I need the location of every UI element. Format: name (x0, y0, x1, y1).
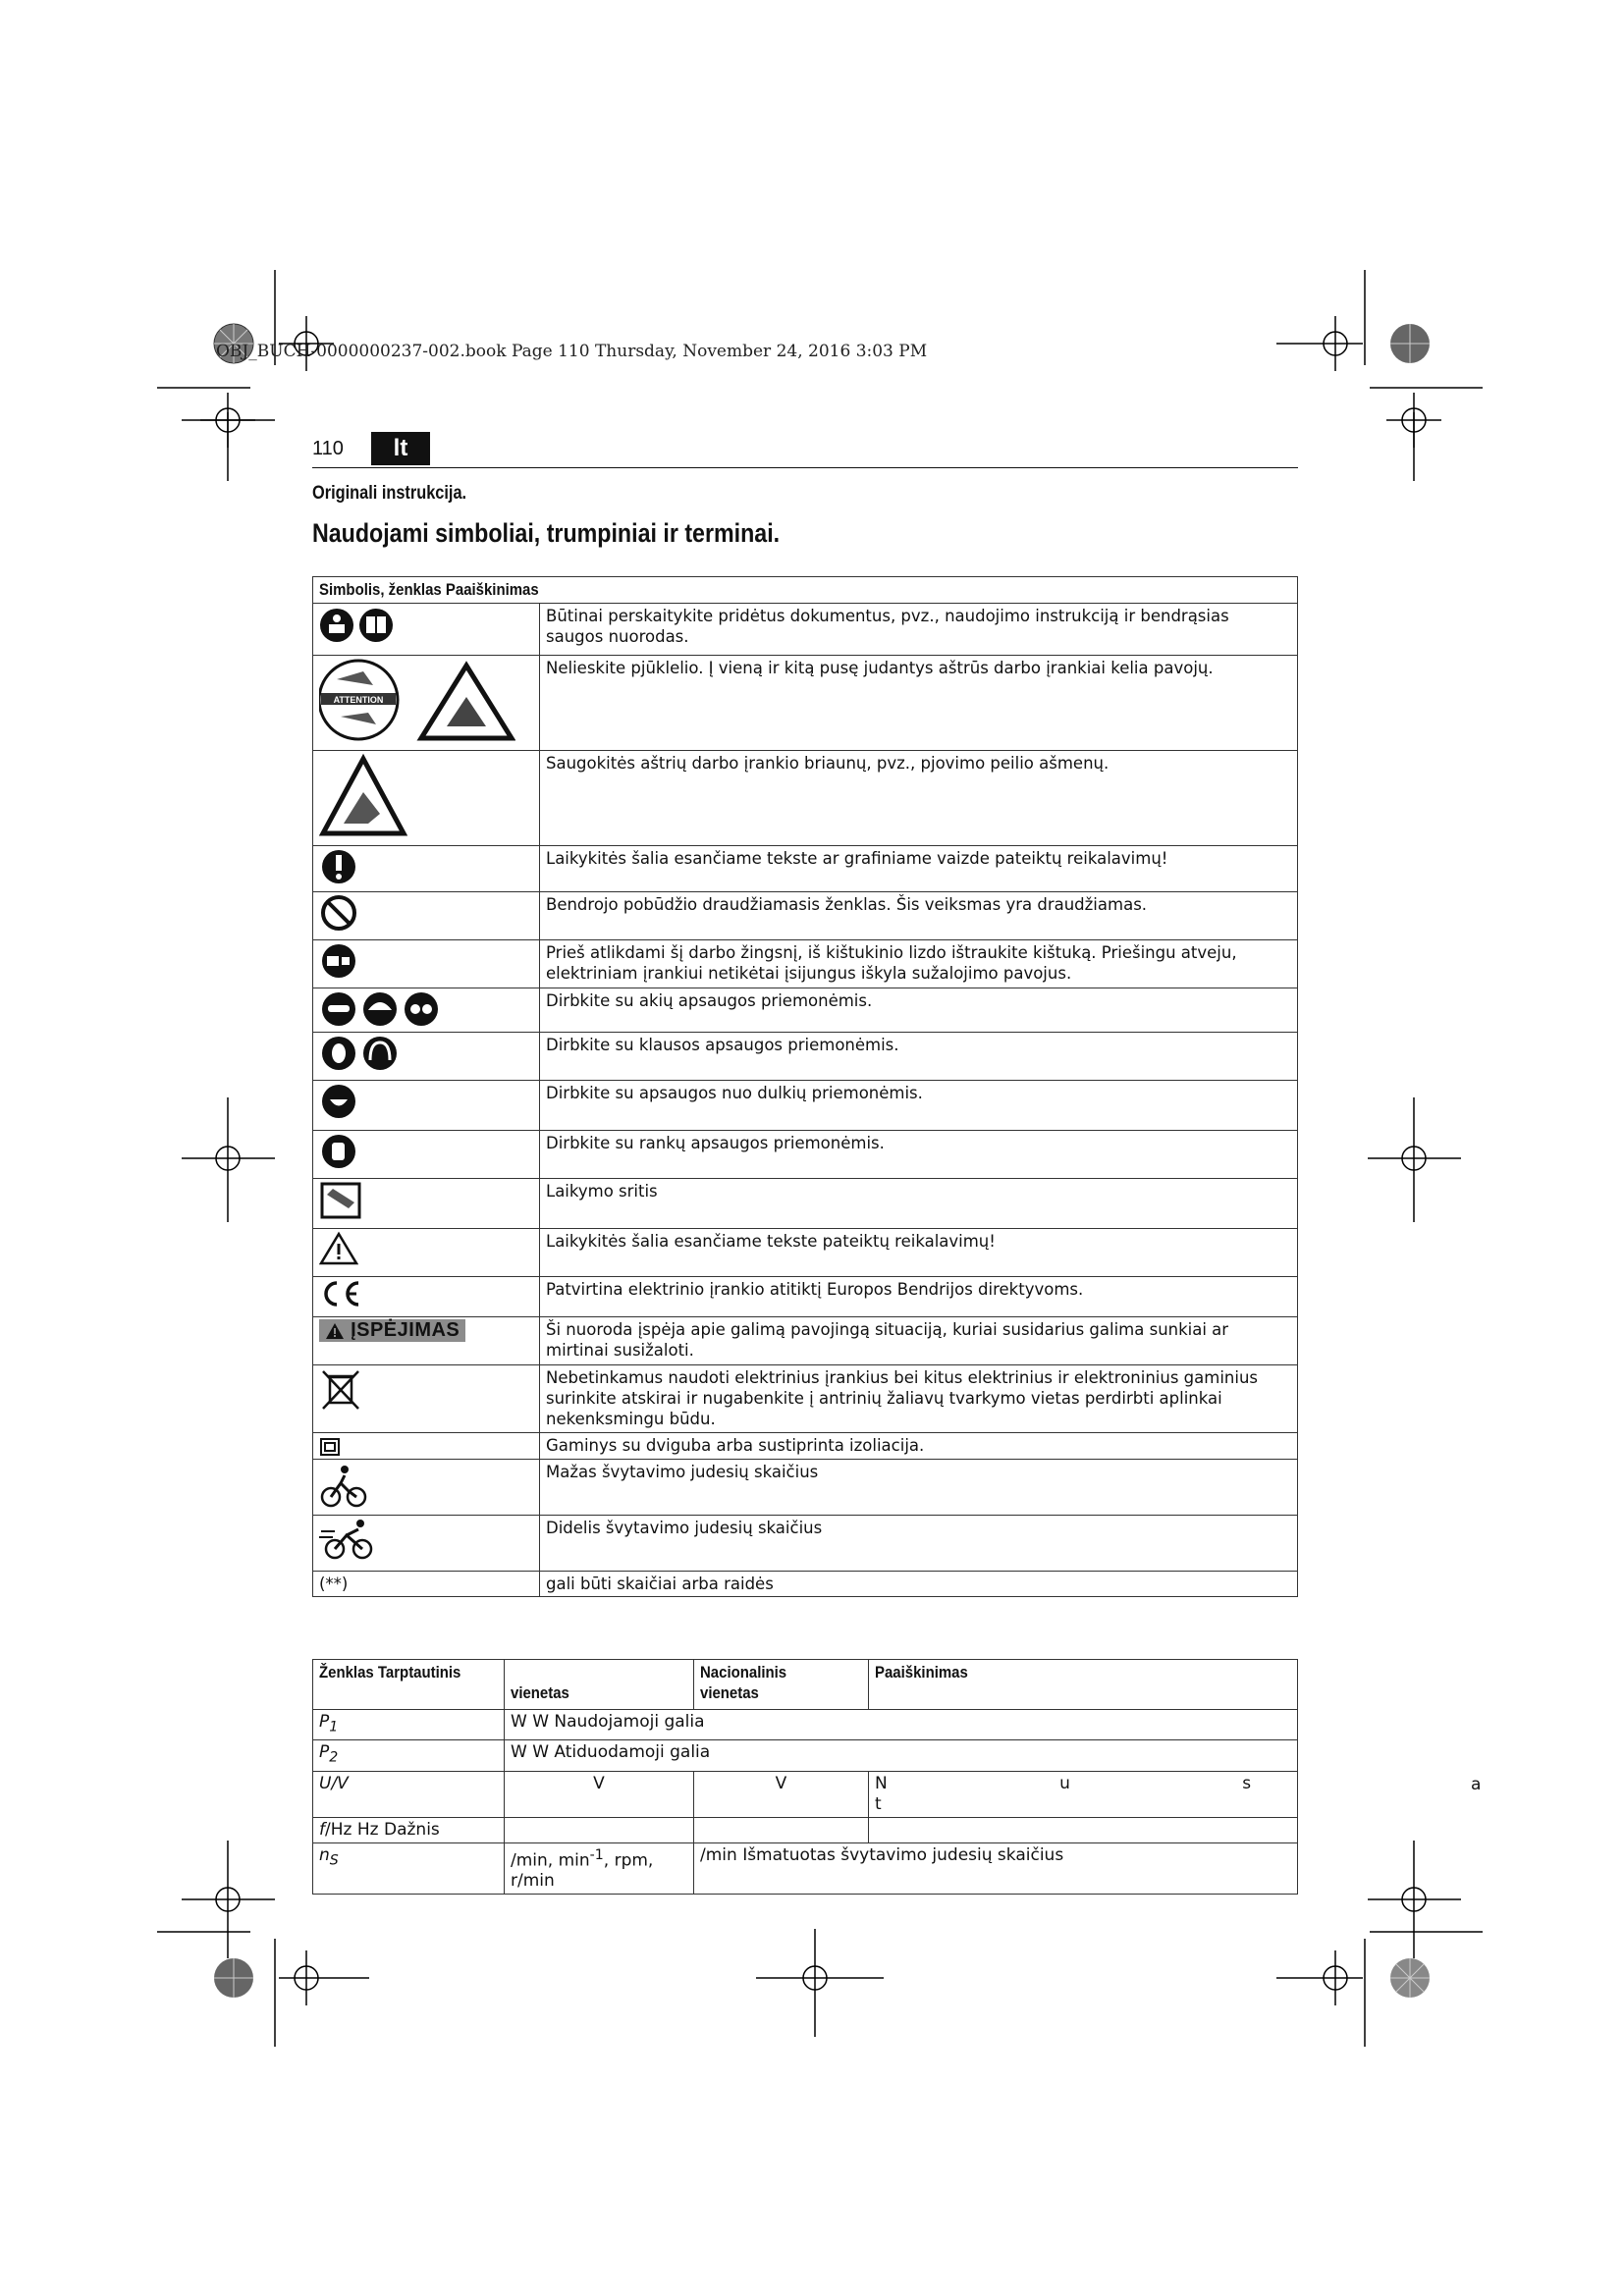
unplug-icon (319, 942, 358, 980)
dust-mask-icon (319, 1083, 358, 1120)
table-row (313, 1365, 1298, 1433)
attention-label: ATTENTION (333, 695, 384, 705)
table-row: f/Hz Hz Dažnis (313, 1817, 1298, 1842)
table-row (313, 1460, 1298, 1516)
row-description: Dirbkite su rankų apsaugos priemonėmis. (540, 1131, 1298, 1179)
national-unit: W (532, 1742, 550, 1763)
row-description: Laikykitės šalia esančiame tekste ar grafiniame vaizde pateiktų reikalavimų! (540, 846, 1298, 892)
sign-subscript: 2 (329, 1749, 339, 1766)
table-row (313, 892, 1298, 940)
units-table (312, 1659, 1298, 1895)
intl-unit: /min, min (510, 1850, 590, 1871)
table-row (313, 751, 1298, 846)
table-row (313, 604, 1298, 656)
header-rule (312, 467, 1298, 468)
row-description: Nelieskite pjūklelio. Į vieną ir kitą pusę judantys aštrūs darbo įrankiai kelia pavojų. (540, 656, 1298, 751)
intl-unit: W (510, 1742, 527, 1763)
header-national-unit: Nacionalinis vienetas (699, 1663, 787, 1702)
symbols-table-header (313, 577, 1298, 604)
table-row (313, 1740, 1298, 1771)
table-row (313, 1433, 1298, 1460)
double-insulation-icon (319, 1437, 341, 1457)
header-intl-unit: vienetas (510, 1683, 569, 1702)
attention-saw-blade-icon (319, 658, 515, 742)
stray-letter: a (1471, 1775, 1482, 1794)
row-description: Dirbkite su akių apsaugos priemonėmis. (540, 988, 1298, 1033)
row-symbol-text: (**) (313, 1572, 540, 1597)
read-manual-icon (319, 606, 398, 645)
row-description: Būtinai perskaitykite pridėtus dokumentus, pvz., naudojimo instrukciją ir bendrąsias saugos nuorodas. (540, 604, 1298, 656)
row-description: Dirbkite su klausos apsaugos priemonėmis. (540, 1033, 1298, 1081)
table-row (313, 846, 1298, 892)
sign-subscript: 1 (329, 1719, 339, 1735)
intl-unit: V (593, 1773, 605, 1793)
sign: P (319, 1712, 330, 1732)
explanation: Naudojamoji galia (554, 1712, 705, 1732)
ce-mark-icon (319, 1279, 364, 1308)
hearing-protection-icon (319, 1035, 407, 1072)
row-description: Gaminys su dviguba arba sustiprinta izoliacija. (540, 1433, 1298, 1460)
subtitle: Originali instrukcija. (312, 483, 467, 504)
header-sign: Ženklas (319, 1663, 374, 1682)
units-table-header (313, 1660, 1298, 1710)
explanation: Išmatuotas švytavimo judesių skaičius (742, 1844, 1064, 1865)
table-row (313, 1842, 1298, 1895)
weee-bin-icon (319, 1367, 362, 1413)
table-row (313, 1179, 1298, 1229)
table-row (313, 1033, 1298, 1081)
intl-unit: Hz (330, 1819, 352, 1840)
sign: U (319, 1773, 332, 1793)
row-description: Nebetinkamus naudoti elektrinius įrankius bei kitus elektrinius ir elektroninius gaminius surinkite atskirai ir nugabenkite į antrinių žaliavų tvarkymo vietas perdirbti aplinkai nekenksmingu būdu. (540, 1365, 1298, 1433)
table-row (313, 1572, 1298, 1597)
table-row (313, 1516, 1298, 1572)
national-unit: /min (699, 1844, 737, 1865)
table-row (313, 1710, 1298, 1740)
explanation: N u s t (874, 1773, 1252, 1814)
table-row (313, 1229, 1298, 1277)
sign: P (319, 1742, 330, 1763)
header-symbol: Simbolis, ženklas (319, 580, 442, 599)
row-description: Saugokitės aštrių darbo įrankio briaunų, pvz., pjovimo peilio ašmenų. (540, 751, 1298, 846)
header-explanation: Paaiškinimas (874, 1663, 968, 1682)
table-row (313, 988, 1298, 1033)
explanation: Atiduodamoji galia (554, 1742, 711, 1763)
table-row (313, 1317, 1298, 1365)
row-description: gali būti skaičiai arba raidės (540, 1572, 1298, 1597)
header-intl: Tarptautinis (377, 1663, 461, 1682)
warning-triangle-icon (319, 1231, 358, 1266)
sign: n (319, 1844, 330, 1865)
sign-subscript: S (329, 1852, 339, 1869)
eye-protection-icon (319, 990, 447, 1028)
gloves-icon (319, 1133, 358, 1170)
sharp-edge-warning-icon (319, 753, 407, 837)
symbols-table (312, 576, 1298, 1597)
row-description: Ši nuoroda įspėja apie galimą pavojingą situaciją, kuriai susidarius galima sunkiai ar mirtinai susižaloti. (540, 1317, 1298, 1365)
table-row: U/V V V N u s t (313, 1771, 1298, 1817)
table-row (313, 1277, 1298, 1317)
grip-area-icon (319, 1181, 362, 1220)
row-description: Laikykitės šalia esančiame tekste pateiktų reikalavimų! (540, 1229, 1298, 1277)
table-row (313, 1131, 1298, 1179)
page-number: 110 (312, 438, 344, 459)
language-badge: lt (371, 432, 430, 465)
intl-unit-tail: , rpm, (603, 1850, 654, 1871)
fast-cyclist-icon (319, 1518, 378, 1561)
warning-badge-label: ĮSPĖJIMAS (351, 1319, 460, 1341)
header-explanation: Paaiškinimas (445, 580, 539, 599)
row-description: Patvirtina elektrinio įrankio atitiktį Europos Bendrijos direktyvoms. (540, 1277, 1298, 1317)
row-description: Didelis švytavimo judesių skaičius (540, 1516, 1298, 1572)
book-header-line: OBJ_BUCH-0000000237-002.book Page 110 Thursday, November 24, 2016 3:03 PM (216, 342, 928, 361)
national-unit: V (775, 1773, 787, 1793)
explanation: Dažnis (383, 1819, 440, 1840)
intl-unit-sup: -1 (589, 1846, 604, 1863)
warning-badge-icon (325, 1322, 345, 1340)
sign: f (319, 1819, 325, 1840)
intl-unit: W (510, 1712, 527, 1732)
mandatory-action-icon (319, 848, 358, 885)
page-title: Naudojami simboliai, trumpiniai ir terminai. (312, 518, 781, 548)
row-description: Laikymo sritis (540, 1179, 1298, 1229)
row-description: Mažas švytavimo judesių skaičius (540, 1460, 1298, 1516)
table-row (313, 656, 1298, 751)
slow-cyclist-icon (319, 1462, 368, 1509)
warning-badge (319, 1319, 465, 1342)
row-description: Bendrojo pobūdžio draudžiamasis ženklas. Šis veiksmas yra draudžiamas. (540, 892, 1298, 940)
row-description: Dirbkite su apsaugos nuo dulkių priemonėmis. (540, 1081, 1298, 1131)
row-description: Prieš atlikdami šį darbo žingsnį, iš kištukinio lizdo ištraukite kištuką. Priešingu atveju, elektriniam įrankiui netikėtai įsijungus iškyla sužalojimo pavojus. (540, 940, 1298, 988)
intl-unit-line2: r/min (510, 1871, 555, 1892)
national-unit: W (532, 1712, 550, 1732)
national-unit: Hz (356, 1819, 379, 1840)
table-row (313, 940, 1298, 988)
table-row (313, 1081, 1298, 1131)
prohibition-icon (319, 894, 358, 932)
